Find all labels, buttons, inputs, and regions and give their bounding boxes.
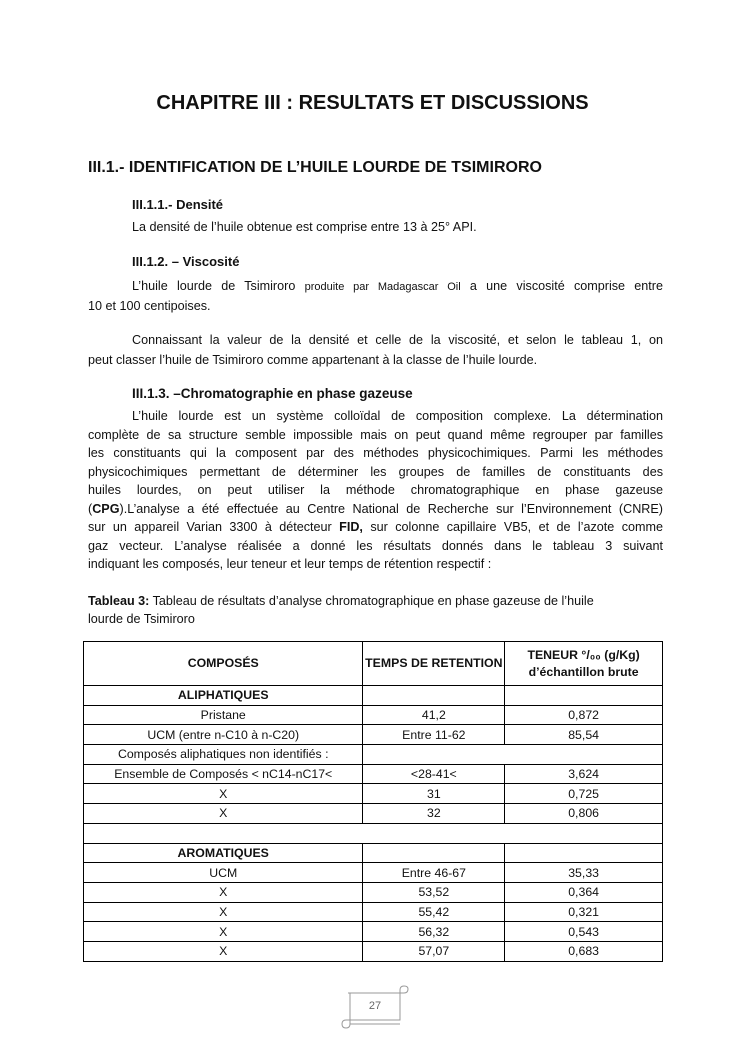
text: ).L’analyse a été effectuée au Centre National de Recherche sur l’Environnement (CNRE) (119, 501, 663, 516)
table-row (84, 863, 663, 883)
cell (363, 843, 505, 863)
cell: X (84, 922, 363, 942)
text: produite par Madagascar Oil (304, 281, 461, 293)
cell: X (84, 902, 363, 922)
cell: X (84, 784, 363, 804)
cell: 41,2 (363, 705, 505, 725)
chromato-line: les constituants qui la composent par des méthodes physicochimiques. Parmi les méthodes (88, 446, 663, 460)
text: L’huile lourde de Tsimiroro (132, 279, 305, 293)
table-row (84, 725, 663, 745)
cell: 53,52 (363, 882, 505, 902)
cell (505, 843, 663, 863)
chapter-title: CHAPITRE III : RESULTATS ET DISCUSSIONS (156, 92, 589, 114)
viscosity-line-1 (132, 277, 663, 295)
text: CPG (92, 501, 120, 516)
header-temps: TEMPS DE RETENTION (363, 642, 505, 686)
text: sur colonne capillaire VB5, et de l’azote comme (362, 520, 663, 534)
chromato-line: physicochimiques permettant de déterminer les groupes de familles de constituants des (88, 464, 663, 479)
group-aliphatiques: ALIPHATIQUES (84, 686, 363, 706)
text: sur un appareil Varian 3300 à détecteur (88, 520, 340, 534)
classification-line-2: peut classer l’huile de Tsimiroro comme appartenant à la classe de l’huile lourde. (88, 353, 538, 367)
cell (363, 686, 505, 706)
cell: Pristane (84, 705, 363, 725)
table-header-row (84, 642, 663, 686)
subsection-heading-chromatography: III.1.3. –Chromatographie en phase gazeuse (132, 386, 413, 401)
cell: 0,364 (505, 882, 663, 902)
table-row (84, 705, 663, 725)
classification-line-1: Connaissant la valeur de la densité et celle de la viscosité, et selon le tableau 1, on (132, 333, 663, 347)
cell: 56,32 (363, 922, 505, 942)
cell: 0,806 (505, 804, 663, 824)
cell (84, 823, 663, 843)
cell: 35,33 (505, 863, 663, 883)
cell: UCM (entre n-C10 à n-C20) (84, 725, 363, 745)
page-number: 27 (368, 1000, 382, 1012)
cell: Entre 46-67 (363, 863, 505, 883)
chromato-line (88, 518, 663, 536)
cell: 0,872 (505, 705, 663, 725)
cell: Ensemble de Composés < nC14-nC17< (84, 764, 363, 784)
cell: 0,683 (505, 941, 663, 961)
table-row (84, 745, 663, 765)
subsection-heading-density: III.1.1.- Densité (132, 197, 224, 212)
header-teneur: TENEUR °/₀₀ (g/Kg) d’échantillon brute (505, 642, 663, 686)
table-row (84, 764, 663, 784)
cell: X (84, 941, 363, 961)
chromato-line: L’huile lourde est un système colloïdal de composition complexe. La détermination (132, 409, 663, 423)
page-number-scroll (340, 985, 410, 1030)
cell: 0,725 (505, 784, 663, 804)
density-text: La densité de l’huile obtenue est comprise entre 13 à 25° API. (132, 220, 477, 234)
cell: 3,624 (505, 764, 663, 784)
cell: 57,07 (363, 941, 505, 961)
text: Tableau 3: (88, 594, 150, 608)
cell: Composés aliphatiques non identifiés : (84, 745, 363, 765)
results-table (83, 641, 663, 962)
cell: 31 (363, 784, 505, 804)
group-aromatiques: AROMATIQUES (84, 843, 363, 863)
cell (363, 745, 663, 765)
cell: 32 (363, 804, 505, 824)
chromato-line: huiles lourdes, on peut utiliser la méthode chromatographique en phase gazeuse (88, 483, 663, 497)
cell: 85,54 (505, 725, 663, 745)
table-row (84, 804, 663, 824)
text: Tableau de résultats d’analyse chromatographique en phase gazeuse de l’huile (149, 594, 594, 608)
table-row (84, 882, 663, 902)
table-row (84, 902, 663, 922)
table-row-empty (84, 823, 663, 843)
table-row (84, 843, 663, 863)
viscosity-line-2: 10 et 100 centipoises. (88, 299, 211, 313)
table-row (84, 686, 663, 706)
cell: X (84, 882, 363, 902)
chromato-line: gaz vecteur. L’analyse réalisée a donné les résultats donnés dans le tableau 3 suivant (88, 538, 663, 553)
text: a une viscosité comprise entre (460, 279, 664, 293)
chromato-line: (CPG).L’analyse a été effectuée au Centre National de Recherche sur l’Environnement (CNRE) (88, 501, 663, 516)
cell (505, 686, 663, 706)
chromato-line: complète de sa structure semble impossible mais on peut quand même regrouper par familles (88, 427, 663, 442)
header-composes: COMPOSÉS (84, 642, 363, 686)
table-caption (88, 592, 663, 610)
cell: <28-41< (363, 764, 505, 784)
chromato-line: indiquant les composés, leur teneur et leur temps de rétention respectif : (88, 557, 492, 571)
cell: 55,42 (363, 902, 505, 922)
table-caption-line-2: lourde de Tsimiroro (88, 612, 195, 626)
table-row (84, 922, 663, 942)
cell: Entre 11-62 (363, 725, 505, 745)
cell: 0,543 (505, 922, 663, 942)
cell: UCM (84, 863, 363, 883)
table-row (84, 941, 663, 961)
text: FID, (339, 520, 363, 534)
table-row (84, 784, 663, 804)
cell: X (84, 804, 363, 824)
subsection-heading-viscosity: III.1.2. – Viscosité (132, 254, 240, 269)
section-heading: III.1.- IDENTIFICATION DE L’HUILE LOURDE DE TSIMIRORO (88, 159, 542, 176)
cell: 0,321 (505, 902, 663, 922)
